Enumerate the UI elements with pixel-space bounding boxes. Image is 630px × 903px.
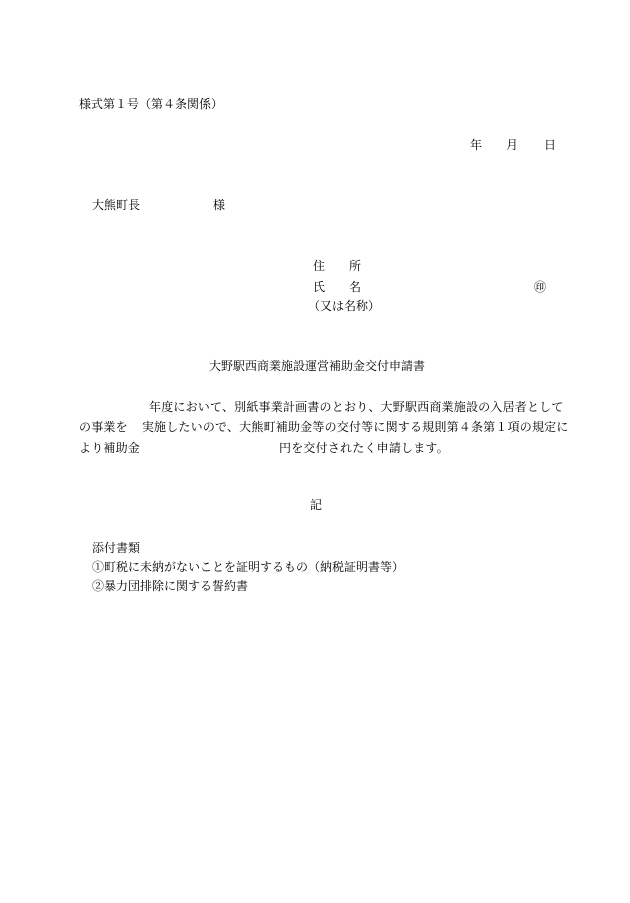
date-day: 日 [544,138,557,152]
document-title: 大野駅西商業施設運営補助金交付申請書 [209,359,426,373]
body-line-1: 年度において、別紙事業計画書のとおり、大野駅西商業施設の入居者として [149,400,564,414]
body-line-3-end: 円を交付されたく申請します。 [279,441,449,455]
attachment-item: ②暴力団排除に関する誓約書 [92,579,249,593]
date-line [470,137,556,153]
attachments-heading: 添付書類 [92,541,141,555]
body-line-3 [79,440,449,456]
form-number: 様式第１号（第４条関係） [79,97,224,111]
date-month: 月 [506,138,519,152]
body-line-2 [79,419,569,435]
body-line-3-start: より補助金 [79,441,141,455]
seal-mark: ㊞ [534,280,547,294]
ki-mark: 記 [310,498,323,512]
body-line-2-start: の事業を [79,420,128,434]
applicant-address-label: 住 所 [313,259,362,273]
addressee-name: 大熊町長 [92,198,141,212]
applicant-name-label: 氏 名 [313,280,362,294]
applicant-or-name: （又は名称） [308,299,381,313]
attachment-item: ①町税に未納がないことを証明するもの（納税証明書等） [92,560,405,574]
addressee [92,197,225,213]
date-year: 年 [470,138,483,152]
body-line-2-end: 実施したいので、大熊町補助金等の交付等に関する規則第４条第１項の規定に [141,420,569,434]
addressee-honorific: 様 [213,198,226,212]
